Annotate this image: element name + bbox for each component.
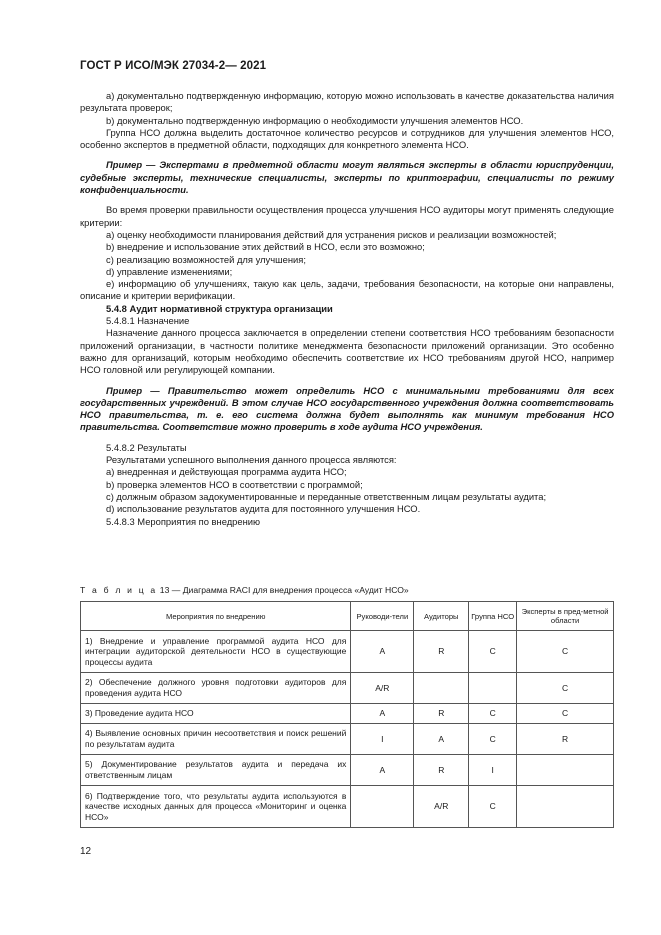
- raci-cell: A/R: [414, 786, 469, 828]
- list-item: d) управление изменениями;: [106, 265, 233, 277]
- raci-cell: C: [469, 704, 517, 724]
- raci-cell: [414, 673, 469, 704]
- raci-cell: A: [414, 724, 469, 755]
- raci-cell: I: [469, 755, 517, 786]
- subsection-heading: 5.4.8.1 Назначение: [106, 315, 190, 327]
- raci-cell: R: [414, 631, 469, 673]
- table-row: [81, 631, 614, 673]
- list-item: e) информацию об улучшениях, такую как цель, задачи, требования безопасности, на которые они направлены, описание и критерии верификации.: [80, 278, 614, 302]
- activity-cell: 1) Внедрение и управление программой аудита НСО для интеграции аудиторской деятельности НСО в существующие процессы аудита: [81, 631, 351, 673]
- col-header-managers: Руководи-тели: [351, 602, 414, 631]
- raci-cell: A: [351, 755, 414, 786]
- activity-cell: 2) Обеспечение должного уровня подготовки аудиторов для проведения аудита НСО: [81, 673, 351, 704]
- raci-cell: A/R: [351, 673, 414, 704]
- activity-cell: 6) Подтверждение того, что результаты аудита используются в качестве исходных данных для процесса «Мониторинг и оценка НСО»: [81, 786, 351, 828]
- paragraph: Назначение данного процесса заключается в определении степени соответствия НСО требованиям безопасности приложений организации, в частности политике менеджмента безопасности приложений организации. Это особенно важно для организаций, которым необходимо обеспечить соответствие их НСО требованиям другой НСО, например НСО головной или регулирующей компании.: [80, 327, 614, 376]
- raci-cell: C: [469, 786, 517, 828]
- list-item: a) внедренная и действующая программа аудита НСО;: [106, 466, 347, 478]
- table-caption: [80, 585, 409, 595]
- list-item: b) проверка элементов НСО в соответствии с программой;: [106, 478, 363, 490]
- paragraph: a) документально подтвержденную информацию, которую можно использовать в качестве доказательства наличия результата проверок;: [80, 90, 614, 114]
- subsection-heading: 5.4.8.3 Мероприятия по внедрению: [106, 515, 261, 527]
- activity-cell: 3) Проведение аудита НСО: [81, 704, 351, 724]
- list-item: b) внедрение и использование этих действий в НСО, если это возможно;: [106, 241, 425, 253]
- raci-cell: C: [517, 704, 614, 724]
- page-number: 12: [80, 846, 92, 857]
- paragraph: Группа НСО должна выделить достаточное количество ресурсов и сотрудников для улучшения элементов НСО, особенно экспертов в предметной области, подходящих для конкретного элемента НСО.: [80, 126, 614, 151]
- example-note: Пример — Правительство может определить НСО с минимальными требованиями для всех государственных учреждений. В этом случае НСО государственного учреждения должна соответствовать НСО правительства, т. е. его система должна будет выполнять как минимум требования НСО правительства. Соответствие можно проверить в ходе аудита НСО учреждения.: [80, 384, 614, 433]
- paragraph: Результатами успешного выполнения данного процесса являются:: [106, 454, 397, 466]
- body-text: [80, 90, 614, 528]
- table-caption-prefix: Т а б л и ц а: [80, 585, 158, 595]
- paragraph: b) документально подтвержденную информацию о необходимости улучшения элементов НСО.: [106, 114, 524, 126]
- list-item: d) использование результатов аудита для постоянного улучшения НСО.: [106, 503, 421, 515]
- paragraph: Во время проверки правильности осуществления процесса улучшения НСО аудиторы могут применять следующие критерии:: [80, 204, 614, 228]
- table-row: [81, 673, 614, 704]
- raci-cell: I: [351, 724, 414, 755]
- raci-cell: [517, 755, 614, 786]
- document-header: ГОСТ Р ИСО/МЭК 27034-2— 2021: [80, 60, 267, 72]
- raci-cell: R: [414, 755, 469, 786]
- raci-cell: R: [517, 724, 614, 755]
- raci-cell: C: [469, 724, 517, 755]
- raci-cell: [517, 786, 614, 828]
- table-header-row: [81, 602, 614, 631]
- col-header-nso-group: Группа НСО: [469, 602, 517, 631]
- raci-table: [80, 601, 614, 828]
- activity-cell: 5) Документирование результатов аудита и передача их ответственным лицам: [81, 755, 351, 786]
- raci-cell: C: [469, 631, 517, 673]
- raci-cell: C: [517, 673, 614, 704]
- activity-cell: 4) Выявление основных причин несоответствия и поиск решений по результатам аудита: [81, 724, 351, 755]
- col-header-experts: Эксперты в пред-метной области: [517, 602, 614, 631]
- table-row: [81, 704, 614, 724]
- section-heading: 5.4.8 Аудит нормативной структура организации: [106, 302, 333, 314]
- table-row: [81, 724, 614, 755]
- example-note: Пример — Экспертами в предметной области могут являться эксперты в области юриспруденции, судебные эксперты, технические специалисты, эксперты по криптографии, специалисты по режиму конфиденциальности.: [80, 159, 614, 196]
- col-header-auditors: Аудиторы: [414, 602, 469, 631]
- table-row: [81, 755, 614, 786]
- raci-cell: C: [517, 631, 614, 673]
- col-header-activities: Мероприятия по внедрению: [81, 602, 351, 631]
- subsection-heading: 5.4.8.2 Результаты: [106, 441, 187, 453]
- table-caption-text: 13 — Диаграмма RACI для внедрения процесса «Аудит НСО»: [157, 585, 409, 595]
- raci-cell: A: [351, 704, 414, 724]
- raci-cell: [469, 673, 517, 704]
- list-item: c) реализацию возможностей для улучшения;: [106, 253, 306, 265]
- raci-cell: A: [351, 631, 414, 673]
- table-row: [81, 786, 614, 828]
- raci-cell: R: [414, 704, 469, 724]
- list-item: а) оценку необходимости планирования действий для устранения рисков и реализации возможностей;: [106, 228, 557, 240]
- list-item: c) должным образом задокументированные и переданные ответственным лицам результаты аудита;: [106, 490, 547, 502]
- raci-cell: [351, 786, 414, 828]
